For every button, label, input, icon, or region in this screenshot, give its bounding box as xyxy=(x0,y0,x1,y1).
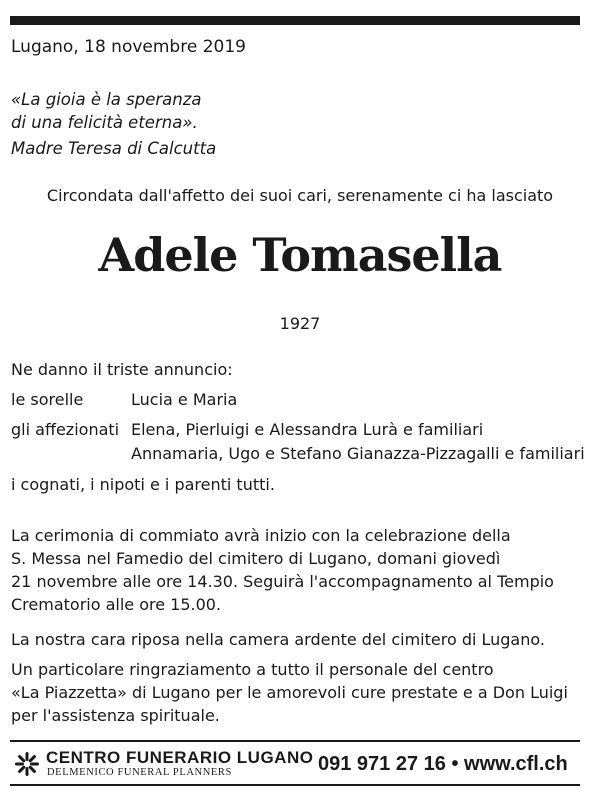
quote-author: Madre Teresa di Calcutta xyxy=(11,139,217,158)
mourner-names: Elena, Pierluigi e Alessandra Lurà e familiari xyxy=(131,420,484,439)
company-subtitle: DELMENICO FUNERAL PLANNERS xyxy=(47,767,232,778)
ceremony-line: 21 novembre alle ore 14.30. Seguirà l'accompagnamento al Tempio xyxy=(11,572,554,591)
quote-block xyxy=(11,88,216,160)
ceremony-line: La cerimonia di commiato avrà inizio con la celebrazione della xyxy=(11,526,511,545)
thanks-line: Un particolare ringraziamento a tutto il personale del centro xyxy=(11,660,494,679)
ceremony-line: Crematorio alle ore 15.00. xyxy=(11,595,222,614)
quote-line-1: «La gioia è la speranza xyxy=(11,90,202,109)
lotus-icon xyxy=(14,751,40,777)
quote-line-2: di una felicità eterna». xyxy=(11,113,198,132)
ceremony-line: S. Messa nel Famedio del cimitero di Lugano, domani giovedì xyxy=(11,549,501,568)
contact-info: 091 971 27 16 • www.cfl.ch xyxy=(318,753,568,775)
thanks-line: per l'assistenza spirituale. xyxy=(11,706,220,725)
notice-date: Lugano, 18 novembre 2019 xyxy=(11,37,246,57)
company-name: CENTRO FUNERARIO LUGANO xyxy=(46,748,314,767)
birth-year: 1927 xyxy=(279,314,321,333)
announcement-text: Ne danno il triste annuncio: xyxy=(11,360,233,379)
other-mourners: i cognati, i nipoti e i parenti tutti. xyxy=(11,475,275,494)
ceremony-paragraph xyxy=(11,524,554,616)
mourner-relation: le sorelle xyxy=(11,390,84,409)
intro-text: Circondata dall'affetto dei suoi cari, serenamente ci ha lasciato xyxy=(46,186,554,205)
mourner-names: Annamaria, Ugo e Stefano Gianazza-Pizzagalli e familiari xyxy=(131,444,585,463)
mourner-relation: gli affezionati xyxy=(11,420,120,439)
top-rule xyxy=(10,16,580,25)
rest-paragraph: La nostra cara riposa nella camera ardente del cimitero di Lugano. xyxy=(11,630,545,649)
thanks-paragraph xyxy=(11,658,568,727)
deceased-name: Adele Tomasella xyxy=(98,228,502,282)
mourner-names: Lucia e Maria xyxy=(131,390,238,409)
footer-top-rule xyxy=(10,740,580,742)
footer-bottom-rule xyxy=(10,784,580,786)
thanks-line: «La Piazzetta» di Lugano per le amorevoli cure prestate e a Don Luigi xyxy=(11,683,568,702)
